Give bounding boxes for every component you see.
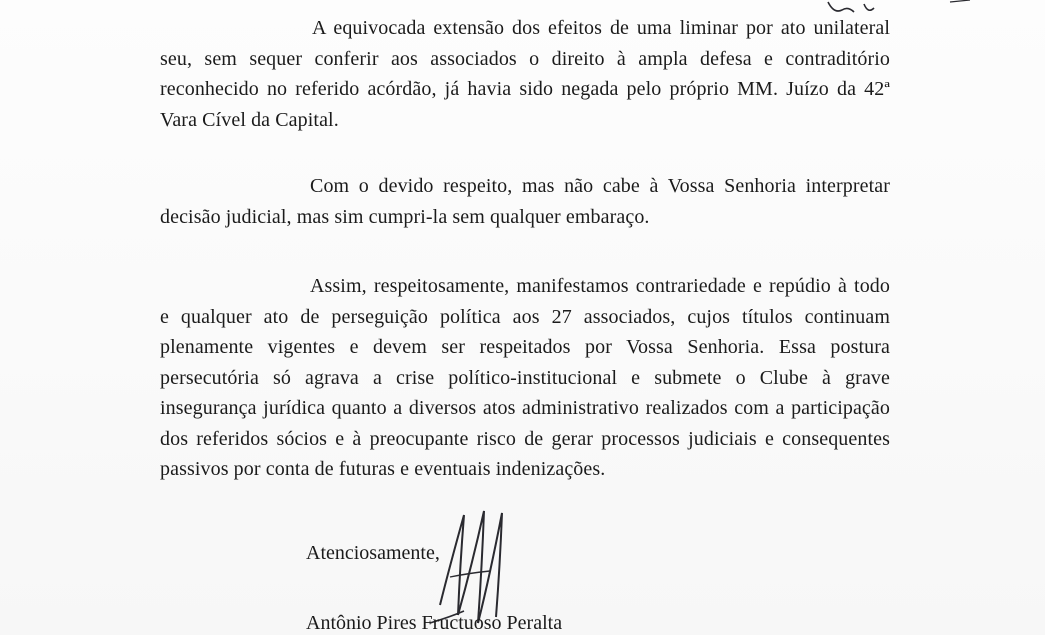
paragraph-respect: Com o devido respeito, mas não cabe à Vossa Senhoria interpretar decisão judicial, mas sim cumpri-la sem qualquer embaraço. [160,175,890,228]
paragraph-repudiation: Assim, respeitosamente, manifestamos contrariedade e repúdio à todo e qualquer ato de perseguição política aos 27 associados, cujos títulos continuam plenamente vigentes e devem ser respeitados por Vossa Senhoria. Essa postura persecutória só agrava a crise político-institucional e submete o Clube à grave insegurança jurídica quanto a diversos atos administrativo realizados com a participação dos referidos sócios e à preocupante risco de gerar processos judiciais e consequentes passivos por conta de futuras e eventuais indenizações. [160,275,890,480]
signer-name: Antônio Pires Fructuoso Peralta [306,612,563,634]
paragraph-injunction: A equivocada extensão dos efeitos de uma liminar por ato unilateral seu, sem sequer conferir aos associados o direito à ampla defesa e contraditório reconhecido no referido acórdão, já havia sido negada pelo próprio MM. Juízo da 42ª Vara Cível da Capital. [160,17,890,131]
closing-salutation: Atenciosamente, [306,542,440,564]
